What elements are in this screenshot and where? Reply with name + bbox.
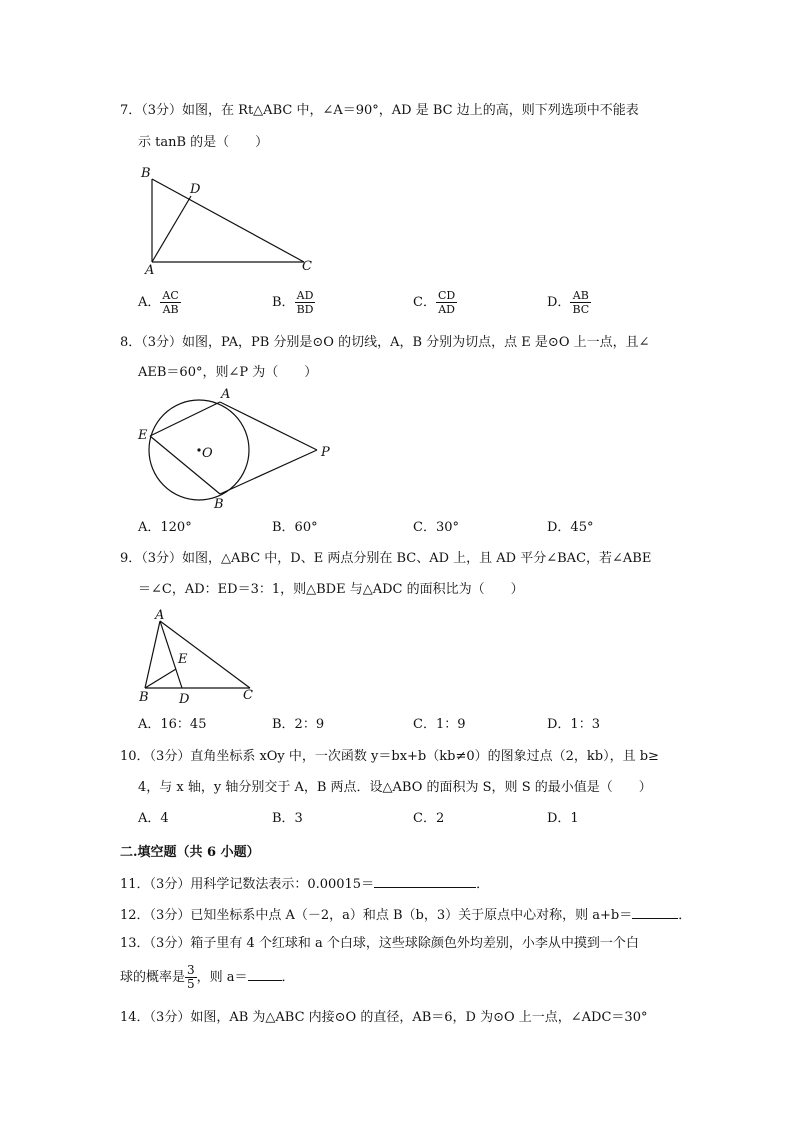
q8-center-dot (197, 448, 200, 451)
q14-text-line1: 14．（3分）如图，AB 为△ABC 内接⊙O 的直径，AB＝6，D 为⊙O 上一点，∠ADC＝30° (120, 1010, 648, 1025)
q10-text-line2: 4，与 x 轴，y 轴分别交于 A，B 两点．设△ABO 的面积为 S，则 S 的最小值是（ ） (138, 780, 652, 795)
q12-line: 12．（3分）已知坐标系中点 A（－2，a）和点 B（b，3）关于原点中心对称，则 a+b＝ ． (120, 904, 691, 925)
q7-option-c: C． $\frac{CD}{AD}$ (413, 289, 456, 316)
q7-option-d: D． $\frac{AB}{BC}$ (547, 289, 590, 316)
q13-line2: 球的概率是 $\frac{3}{5}$ ，则 a＝ ． (120, 963, 295, 991)
q7-option-b: B． $\frac{AD}{BD}$ (272, 289, 314, 316)
q7-label-d: D (190, 182, 201, 197)
q11-text: 11．（3分）用科学记数法表示：0.00015＝ (120, 877, 375, 892)
q8-label-o: O (202, 446, 213, 461)
q9-label-e: E (178, 652, 188, 667)
q9-label-a: A (155, 608, 165, 623)
q9-label-b: B (139, 690, 149, 705)
q9-segment-be (145, 669, 176, 688)
q8-tangent-pb (220, 450, 317, 494)
q9-option-b: B．2：9 (272, 717, 325, 732)
q9-text-line1: 9．（3分）如图，△ABC 中，D、E 两点分别在 BC、AD 上，且 AD 平分∠BAC，若∠ABE (120, 551, 652, 566)
q8-figure (135, 385, 340, 515)
q9-label-d: D (179, 692, 190, 705)
q9-option-d: D．1：3 (547, 717, 600, 732)
q7-text-line2: 示 tanB 的是（ ） (138, 135, 269, 150)
q9-side-ac (160, 621, 250, 688)
q8-label-e: E (138, 428, 148, 443)
q9-text-line2: ＝∠C，AD：ED＝3：1，则△BDE 与△ADC 的面积比为（ ） (138, 582, 524, 597)
q9-side-ab (145, 621, 160, 688)
q12-answer-blank[interactable] (632, 904, 678, 919)
q10-option-c: C．2 (413, 811, 445, 826)
q7-label-b: B (141, 166, 151, 181)
q7-label-a: A (145, 263, 155, 278)
q8-option-a: A．120° (138, 520, 192, 535)
q7-label-c: C (302, 259, 312, 274)
q10-option-d: D．1 (547, 811, 579, 826)
q8-option-b: B．60° (272, 520, 318, 535)
q8-text-line2: AEB＝60°，则∠P 为（ ） (138, 365, 318, 380)
q13-probability-fraction: $\frac{3}{5}$ (187, 963, 195, 991)
q7-side-bc (152, 179, 304, 262)
q8-text-line1: 8．（3分）如图，PA，PB 分别是⊙O 的切线，A，B 分别为切点，点 E 是⊙O 上一点，且∠ (120, 335, 650, 350)
q9-option-a: A．16：45 (138, 717, 207, 732)
q8-label-b: B (214, 497, 224, 512)
q9-option-c: C．1：9 (413, 717, 466, 732)
q8-chord-eb (150, 436, 220, 494)
q13-text-line1: 13．（3分）箱子里有 4 个红球和 a 个白球，这些球除颜色外均差别，小李从中摸到一个白 (120, 936, 639, 951)
q11-line: 11．（3分）用科学记数法表示：0.00015＝ ． (120, 873, 489, 894)
section-heading-fill-in: 二.填空题（共 6 小题） (120, 845, 260, 860)
q7-text-line1: 7．（3分）如图，在 Rt△ABC 中，∠A＝90°，AD 是 BC 边上的高，则下列选项中不能表 (120, 103, 639, 118)
q9-figure (135, 605, 265, 705)
q7-altitude-ad (152, 196, 191, 262)
q10-option-b: B．3 (272, 811, 303, 826)
q8-tangent-pa (220, 402, 317, 450)
q8-option-d: D．45° (547, 520, 594, 535)
q8-option-c: C．30° (413, 520, 459, 535)
q7-option-a: A． $\frac{AC}{AB}$ (138, 289, 179, 316)
q13-answer-blank[interactable] (248, 966, 282, 981)
q9-label-c: C (243, 688, 253, 703)
q10-option-a: A．4 (138, 811, 169, 826)
q11-answer-blank[interactable] (374, 873, 476, 888)
q10-text-line1: 10．（3分）直角坐标系 xOy 中，一次函数 y＝bx+b（kb≠0）的图象过点（2，kb），且 b≥ (120, 749, 659, 764)
q8-label-a: A (221, 387, 231, 402)
q12-text: 12．（3分）已知坐标系中点 A（－2，a）和点 B（b，3）关于原点中心对称，则 a+b＝ (120, 908, 633, 923)
q7-figure (135, 163, 325, 278)
q8-label-p: P (321, 445, 330, 460)
